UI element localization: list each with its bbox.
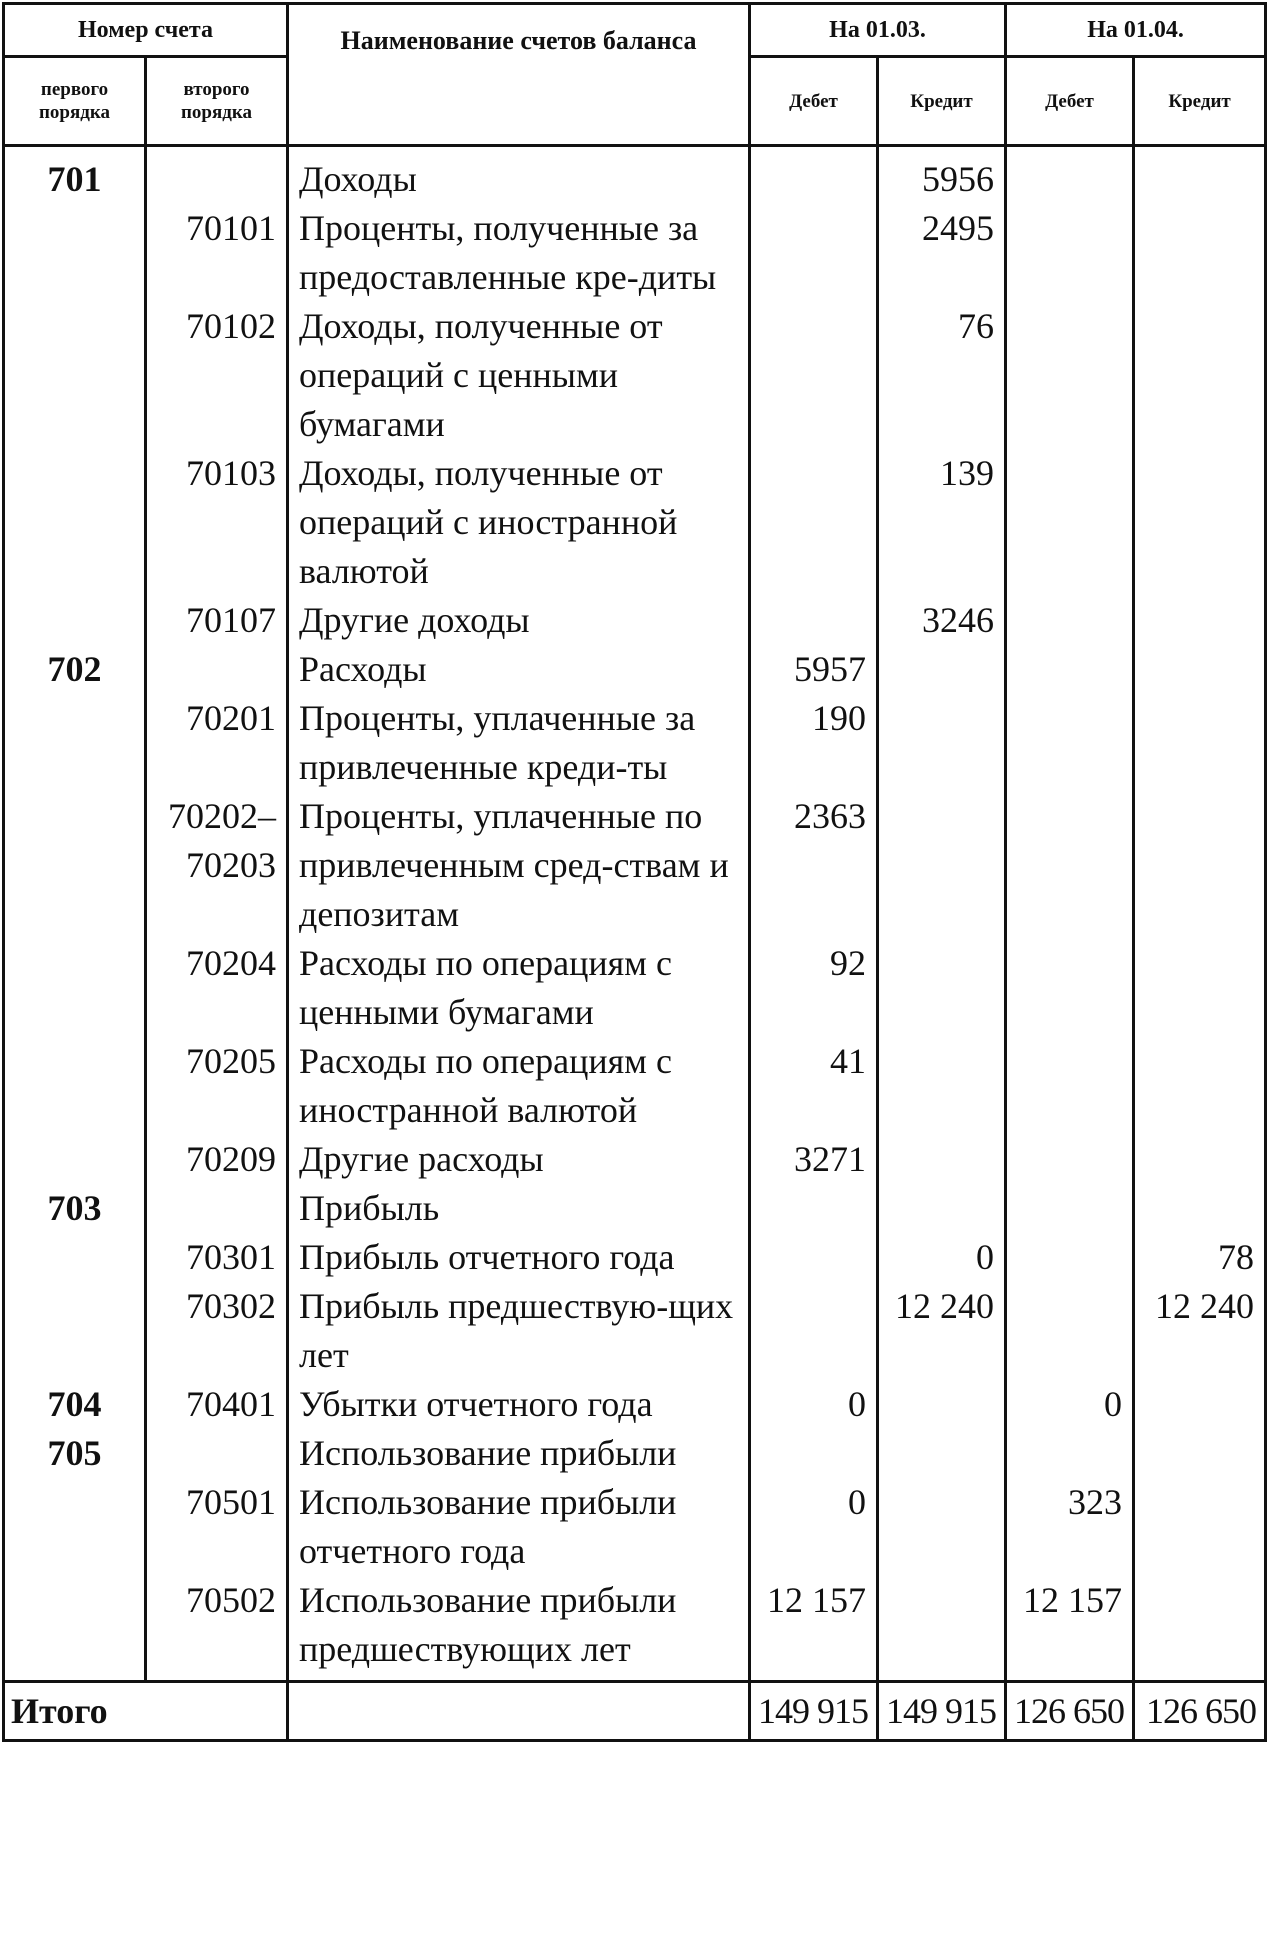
debit-0104: 12 157 [1006, 1576, 1134, 1682]
credit-0103 [878, 694, 1006, 792]
credit-0104 [1134, 694, 1266, 792]
first-order-account [4, 1478, 146, 1576]
second-order-account: 70209 [146, 1135, 288, 1184]
second-order-account: 70502 [146, 1576, 288, 1682]
table-row [4, 302, 1266, 449]
account-name: Прибыль [288, 1184, 750, 1233]
account-name: Прибыль предшествую-щих лет [288, 1282, 750, 1380]
second-order-account: 70103 [146, 449, 288, 596]
second-order-account: 70302 [146, 1282, 288, 1380]
table-footer [4, 1682, 1266, 1741]
credit-0103: 3246 [878, 596, 1006, 645]
table-row [4, 939, 1266, 1037]
table-row [4, 1429, 1266, 1478]
first-order-account: 701 [4, 146, 146, 205]
debit-0104 [1006, 694, 1134, 792]
first-order-account [4, 449, 146, 596]
credit-0104 [1134, 1478, 1266, 1576]
debit-0103: 2363 [750, 792, 878, 939]
first-order-account [4, 1037, 146, 1135]
second-order-account [146, 645, 288, 694]
credit-0103: 0 [878, 1233, 1006, 1282]
debit-0104: 0 [1006, 1380, 1134, 1429]
debit-0103: 12 157 [750, 1576, 878, 1682]
header-date-2: На 01.04. [1006, 4, 1266, 57]
debit-0104 [1006, 596, 1134, 645]
header-date-1: На 01.03. [750, 4, 1006, 57]
credit-0104 [1134, 1429, 1266, 1478]
first-order-account [4, 1233, 146, 1282]
table-row [4, 596, 1266, 645]
debit-0103 [750, 596, 878, 645]
debit-0103 [750, 146, 878, 205]
first-order-account: 705 [4, 1429, 146, 1478]
debit-0104 [1006, 302, 1134, 449]
credit-0103 [878, 645, 1006, 694]
total-row [4, 1682, 1266, 1741]
first-order-account [4, 1282, 146, 1380]
table-row [4, 1478, 1266, 1576]
credit-0103 [878, 1478, 1006, 1576]
second-order-account [146, 146, 288, 205]
second-order-account: 70301 [146, 1233, 288, 1282]
header-debit-2: Дебет [1006, 57, 1134, 146]
first-order-account: 703 [4, 1184, 146, 1233]
debit-0104 [1006, 645, 1134, 694]
first-order-account [4, 1135, 146, 1184]
table-row [4, 1576, 1266, 1682]
second-order-account: 70202–70203 [146, 792, 288, 939]
first-order-account [4, 1576, 146, 1682]
header-credit-2: Кредит [1134, 57, 1266, 146]
second-order-account: 70205 [146, 1037, 288, 1135]
first-order-account: 702 [4, 645, 146, 694]
header-account-name: Наименование счетов баланса [288, 4, 750, 146]
total-label: Итого [4, 1682, 288, 1741]
credit-0104 [1134, 302, 1266, 449]
account-name: Расходы по операциям с иностранной валютой [288, 1037, 750, 1135]
credit-0103 [878, 939, 1006, 1037]
debit-0103 [750, 449, 878, 596]
account-name: Использование прибыли [288, 1429, 750, 1478]
credit-0104 [1134, 449, 1266, 596]
account-name: Проценты, полученные за предоставленные кре-диты [288, 204, 750, 302]
credit-0104 [1134, 1135, 1266, 1184]
credit-0103: 2495 [878, 204, 1006, 302]
credit-0104: 78 [1134, 1233, 1266, 1282]
account-name: Прибыль отчетного года [288, 1233, 750, 1282]
debit-0104 [1006, 1184, 1134, 1233]
header-second-order: второго порядка [146, 57, 288, 146]
first-order-account [4, 939, 146, 1037]
table-row [4, 694, 1266, 792]
credit-0103 [878, 1135, 1006, 1184]
account-name: Проценты, уплаченные по привлеченным сред-ствам и депозитам [288, 792, 750, 939]
table-row [4, 146, 1266, 205]
first-order-account [4, 596, 146, 645]
table-row [4, 1037, 1266, 1135]
credit-0103: 5956 [878, 146, 1006, 205]
table-row [4, 1184, 1266, 1233]
credit-0104 [1134, 1037, 1266, 1135]
balance-sheet [2, 2, 1264, 1742]
second-order-account: 70204 [146, 939, 288, 1037]
header-account-number: Номер счета [4, 4, 288, 57]
credit-0104 [1134, 645, 1266, 694]
debit-0104 [1006, 792, 1134, 939]
table-body [4, 146, 1266, 1682]
second-order-account: 70102 [146, 302, 288, 449]
account-name: Использование прибыли предшествующих лет [288, 1576, 750, 1682]
account-name: Доходы [288, 146, 750, 205]
credit-0103: 12 240 [878, 1282, 1006, 1380]
credit-0104: 12 240 [1134, 1282, 1266, 1380]
account-name: Доходы, полученные от операций с ценными бумагами [288, 302, 750, 449]
table-row [4, 449, 1266, 596]
debit-0103: 41 [750, 1037, 878, 1135]
debit-0103: 3271 [750, 1135, 878, 1184]
table-row [4, 792, 1266, 939]
debit-0103: 190 [750, 694, 878, 792]
first-order-account [4, 302, 146, 449]
debit-0104 [1006, 1037, 1134, 1135]
table-row [4, 1135, 1266, 1184]
account-name: Убытки отчетного года [288, 1380, 750, 1429]
first-order-account [4, 792, 146, 939]
credit-0103 [878, 1037, 1006, 1135]
balance-table [2, 2, 1267, 1742]
debit-0104 [1006, 1135, 1134, 1184]
second-order-account: 70107 [146, 596, 288, 645]
second-order-account: 70401 [146, 1380, 288, 1429]
debit-0104 [1006, 146, 1134, 205]
total-debit-1: 149 915 [750, 1682, 878, 1741]
first-order-account [4, 204, 146, 302]
total-credit-2: 126 650 [1134, 1682, 1266, 1741]
credit-0103 [878, 1184, 1006, 1233]
header-debit-1: Дебет [750, 57, 878, 146]
account-name: Другие доходы [288, 596, 750, 645]
debit-0103 [750, 302, 878, 449]
debit-0103: 5957 [750, 645, 878, 694]
credit-0103: 139 [878, 449, 1006, 596]
second-order-account [146, 1184, 288, 1233]
debit-0103 [750, 1429, 878, 1478]
credit-0104 [1134, 1576, 1266, 1682]
header-credit-1: Кредит [878, 57, 1006, 146]
debit-0103 [750, 1282, 878, 1380]
debit-0103 [750, 1233, 878, 1282]
credit-0103: 76 [878, 302, 1006, 449]
debit-0104 [1006, 204, 1134, 302]
credit-0104 [1134, 146, 1266, 205]
credit-0103 [878, 1576, 1006, 1682]
table-row [4, 1233, 1266, 1282]
table-row [4, 1282, 1266, 1380]
debit-0103 [750, 1184, 878, 1233]
account-name: Использование прибыли отчетного года [288, 1478, 750, 1576]
credit-0104 [1134, 1184, 1266, 1233]
total-credit-1: 149 915 [878, 1682, 1006, 1741]
credit-0104 [1134, 939, 1266, 1037]
debit-0104 [1006, 449, 1134, 596]
header-first-order: первого порядка [4, 57, 146, 146]
debit-0104: 323 [1006, 1478, 1134, 1576]
table-row [4, 204, 1266, 302]
account-name: Расходы [288, 645, 750, 694]
account-name: Проценты, уплаченные за привлеченные креди-ты [288, 694, 750, 792]
table-row [4, 1380, 1266, 1429]
debit-0104 [1006, 939, 1134, 1037]
debit-0104 [1006, 1233, 1134, 1282]
account-name: Расходы по операциям с ценными бумагами [288, 939, 750, 1037]
account-name: Другие расходы [288, 1135, 750, 1184]
total-debit-2: 126 650 [1006, 1682, 1134, 1741]
debit-0103: 0 [750, 1380, 878, 1429]
account-name: Доходы, полученные от операций с иностранной валютой [288, 449, 750, 596]
debit-0104 [1006, 1429, 1134, 1478]
second-order-account: 70101 [146, 204, 288, 302]
first-order-account [4, 694, 146, 792]
credit-0104 [1134, 1380, 1266, 1429]
credit-0104 [1134, 596, 1266, 645]
second-order-account [146, 1429, 288, 1478]
credit-0104 [1134, 792, 1266, 939]
credit-0103 [878, 792, 1006, 939]
table-row [4, 645, 1266, 694]
debit-0103: 0 [750, 1478, 878, 1576]
credit-0104 [1134, 204, 1266, 302]
total-name-cell [288, 1682, 750, 1741]
second-order-account: 70501 [146, 1478, 288, 1576]
debit-0104 [1006, 1282, 1134, 1380]
second-order-account: 70201 [146, 694, 288, 792]
first-order-account: 704 [4, 1380, 146, 1429]
debit-0103: 92 [750, 939, 878, 1037]
table-header [4, 4, 1266, 146]
credit-0103 [878, 1429, 1006, 1478]
debit-0103 [750, 204, 878, 302]
credit-0103 [878, 1380, 1006, 1429]
